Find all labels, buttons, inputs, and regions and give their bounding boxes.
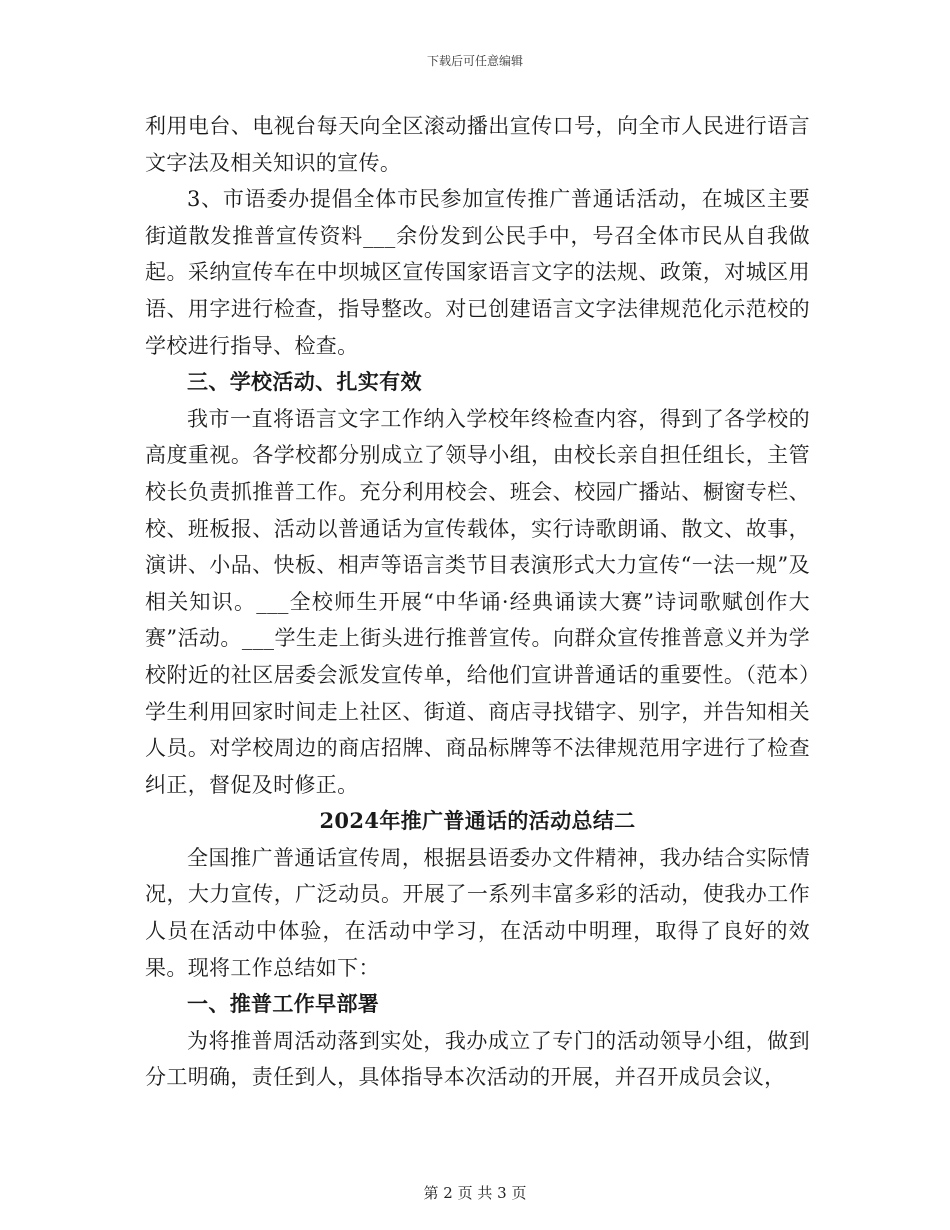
page-number-footer: 第 2 页 共 3 页	[423, 1184, 527, 1202]
paragraph-2: 3、市语委办提倡全体市民参加宣传推广普通话活动，在城区主要街道散发推普宣传资料___余份发到公民手中，号召全体市民从自我做起。采纳宣传车在中坝城区宣传国家语言文字的法规、政策，对城区用语、用字进行检查，指导整改。对已创建语言文字法律规范化示范校的学校进行指导、检查。	[145, 187, 810, 358]
document-body	[145, 108, 810, 1096]
paragraph-1: 利用电台、电视台每天向全区滚动播出宣传口号，向全市人民进行语言文字法及相关知识的宣传。	[145, 114, 810, 175]
section-heading-early-deployment: 一、推普工作早部署	[187, 991, 380, 1017]
paragraph-5: 为将推普周活动落到实处，我办成立了专门的活动领导小组，做到分工明确，责任到人，具体指导本次活动的开展，并召开成员会议，	[145, 1028, 810, 1090]
paragraph-3: 我市一直将语言文字工作纳入学校年终检查内容，得到了各学校的高度重视。各学校都分别成立了领导小组，由校长亲自担任组长，主管校长负责抓推普工作。充分利用校会、班会、校园广播站、橱窗专栏、校、班板报、活动以普通话为宣传载体，实行诗歌朗诵、散文、故事，演讲、小品、快板、相声等语言类节目表演形式大力宣传“一法一规”及相关知识。___全校师生开展“中华诵·经典诵读大赛”诗词歌赋创作大赛”活动。___学生走上街头进行推普宣传。向群众宣传推普意义并为学校附近的社区居委会派发宣传单，给他们宣讲普通话的重要性。（范本）学生利用回家时间走上社区、街道、商店寻找错字、别字，并告知相关人员。对学校周边的商店招牌、商品标牌等不法律规范用字进行了检查纠正，督促及时修正。	[145, 406, 810, 797]
document-title-summary-two: 2024年推广普通话的活动总结二	[319, 808, 636, 834]
section-heading-school-activities: 三、学校活动、扎实有效	[187, 369, 422, 395]
page-header-note: 下载后可任意编辑	[426, 54, 523, 68]
paragraph-4: 全国推广普通话宣传周，根据县语委办文件精神，我办结合实际情况，大力宣传，广泛动员。开展了一系列丰富多彩的活动，使我办工作人员在活动中体验，在活动中学习，在活动中明理，取得了良好的效果。现将工作总结如下：	[145, 845, 810, 980]
